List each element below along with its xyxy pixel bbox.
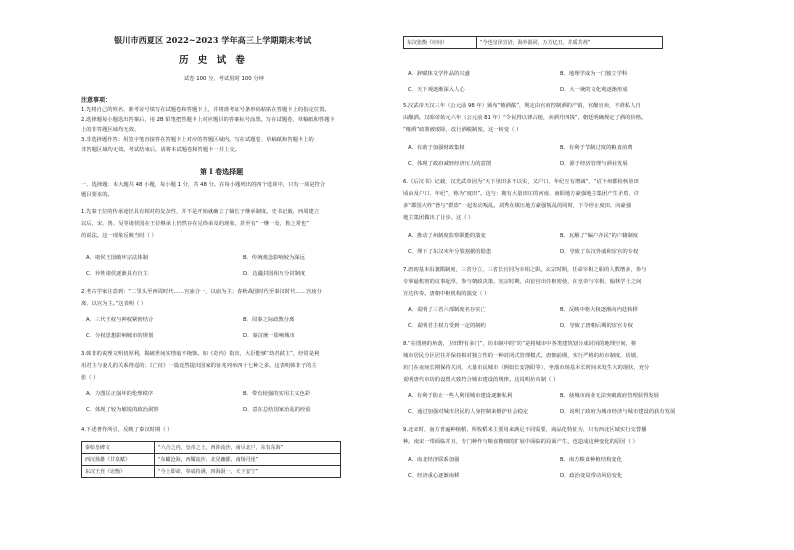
table-cell-source: 秦始皇碑文: [82, 442, 155, 454]
q9-option-a[interactable]: A．南北经济联系加强: [408, 457, 460, 463]
q8-option-a[interactable]: A．有利于防止一些人利用城市建设逐渐私利: [408, 393, 513, 399]
table-row: [404, 37, 663, 49]
q7-stem: 宣达传奏。唐朝中枢机构的演变（ ）: [403, 291, 490, 297]
q4-source-table-continued: [403, 36, 663, 49]
exam-title: 银川市西夏区 2022~2023 学年高三上学期期末考试: [114, 35, 312, 45]
exam-meta: 试卷 100 分，考试用时 100 分钟: [184, 76, 264, 82]
notes-heading: 注意事项：: [81, 97, 112, 104]
q3-option-c[interactable]: C．体现了较为敏锐的政治洞察: [86, 407, 159, 413]
q4-source-table: [81, 441, 341, 478]
q7-stem: 专掌最机密的议事起草，参与朝政决策。宪宗时期，由宦官出任枢密使，在皇帝与宰相、翰林学士之间: [403, 279, 642, 285]
q9-stem: 种。南宋一带面临并且，专门种作与粮食精细的扩展中面临的局面产生，也造成这种变化的原因（ ）: [403, 439, 638, 445]
q9-option-d[interactable]: D．政治变局带动风俗变化: [560, 473, 623, 479]
q6-option-b[interactable]: B．瓦解了“编户齐民”的户籍制度: [560, 233, 638, 239]
q1-option-d[interactable]: D．边疆封国相互分封制度: [243, 271, 306, 277]
q8-option-c[interactable]: C．通过加强对城市居民的人身控制来维护社会稳定: [408, 409, 529, 415]
q5-option-a[interactable]: A．有助于加强财政集权: [408, 145, 465, 151]
table-row: [82, 442, 341, 454]
q5-stem: “榷酒”政策被废除，改行酒税制度。这一转变（ ）: [403, 127, 522, 133]
q1-stem: 以后，宋、鲁、吴等诸侯国在王位继承上仍然存在兄终弟及的现象，甚至有“一继一及，鲁之常也”: [81, 221, 309, 227]
q2-stem: 2.考古学家注意到：“二里头至西周时代……宫庙合一，以庙为主；春秋战国时代至秦汉时代……宫庙分: [81, 289, 322, 295]
notes-line: 上的非答题区域均无效。: [81, 127, 140, 133]
q7-option-c[interactable]: C．说明君主权力受到一定的制约: [408, 323, 486, 329]
q4-option-b[interactable]: B．地理学成为一门独立学科: [560, 71, 628, 77]
q8-stem: 说明唐代市坊的设置大致符合城市建设的规律。这说明坊市制（ ）: [403, 377, 559, 383]
q5-option-d[interactable]: D．源于经济管理与酒业发展: [560, 161, 628, 167]
q2-option-c[interactable]: C．分权思想影响城市的规划: [86, 333, 154, 339]
q6-option-d[interactable]: D．导致了东汉外戚和宦官的专权: [560, 249, 639, 255]
q2-option-b[interactable]: B．周秦之际政教分离: [243, 317, 295, 323]
q6-stem: 顷亩及户口、年纪”，称为“度田”。这与：拥有大量田庄的河南、南阳地方豪强地主集团产生矛盾，许: [403, 191, 640, 197]
part1-intro: 一、选择题：本大题共 48 小题，每小题 1 分，共 48 分。在每小题列出的四个选项中，只有一项是符合: [81, 182, 326, 188]
q3-stem: 3.韩非的说理文明切厚利，揭破世间实情毫不掩饰。如《奇内》指出，大臣能够“劫君弑主”，经常是利: [81, 351, 320, 357]
q4-option-d[interactable]: D．大一统的文化观逐渐形成: [560, 87, 628, 93]
notes-line: 2.选择题每小题选出答案后，用 2B 铅笔把答题卡上对应题目的答案标号涂黑。写在试题卷、草稿纸和答题卡: [81, 117, 335, 123]
table-cell-quote: “今也皇泽宣洽，海外混同，万方亿丑，并质共剂”: [477, 37, 663, 49]
q8-stem: 坊门在夜间长期保持关闭，大量市民城市（例如长安洛阳等），坐落市场基本长时间未发生大的现状，充分: [403, 365, 650, 371]
q9-option-b[interactable]: B．南方粮食种植结构变化: [560, 457, 622, 463]
part1-intro: 题目要求的。: [81, 192, 113, 198]
table-row: [82, 466, 341, 478]
q1-option-c[interactable]: C．异姓诸侯逐渐具有自主: [86, 271, 148, 277]
table-cell-source: 东汉王充《论衡》: [82, 466, 155, 478]
q6-stem: 地主集团做出了让步。这（ ）: [403, 215, 474, 221]
q4-stem: 4.下述著作所引，反映了秦汉时期（ ）: [81, 427, 173, 433]
q8-option-d[interactable]: D．说明了政府为城市经济与城市建设的获有发展: [560, 409, 676, 415]
q1-option-a[interactable]: A．诸侯王国破坏宗法体制: [86, 255, 148, 261]
q3-stem: 用君主与妻儿的关系得逞的；《亡征》一篇竟然提出国家的征兆列举四十七种之多。这表明韩非子的主: [81, 363, 317, 369]
table-cell-quote: “六合之内，皇帝之土，西涉流沙，南尽北户，东有东海”: [155, 442, 341, 454]
table-cell-quote: “东瞰沧海，西耀流沙，北见幽都，南炀丹崖”: [155, 454, 341, 466]
q5-stem: 由酿酒。汉昭帝始元六年（公元前 81 年）“令民得以律占租，卖酒升四钱”，朝廷明确规定了酒的价格。: [403, 115, 647, 121]
q7-option-d[interactable]: D．导致了唐朝后期的宦官专权: [560, 323, 633, 329]
notes-line: 1.先将自己的姓名、准考证号填写在试题卷和答题卡上，并将准考证号条形码粘贴在答题卡上的指定位置。: [81, 107, 330, 113]
q2-option-a[interactable]: A．三代王权与神权紧密结合: [86, 317, 154, 323]
notes-line: 3.非选择题作答：用签字笔直接答在答题卡上对应的答题区域内。写在试题卷、草稿纸和答题卡上的: [81, 137, 314, 143]
q9-option-c[interactable]: C．经济重心逐渐南移: [408, 473, 460, 479]
q2-stem: 离，以宫为主。”这表明（ ）: [81, 301, 147, 307]
table-row: [82, 454, 341, 466]
q8-stem: 8.“在图画的角落，卫田野有多门”，坊市制中的“坊”是将城市中各类建筑划分成封闭的地理空间，将: [403, 341, 637, 347]
q7-option-a[interactable]: A．说明了三省六部制度名存实亡: [408, 307, 486, 313]
table-cell-source: 东汉张衡《应间》: [404, 37, 477, 49]
q7-option-b[interactable]: B．反映中枢大权逐渐向内廷转移: [560, 307, 638, 313]
q5-stem: 5.汉武帝天汉三年（公元前 98 年）颁布“榷酒酤”，规定由官府控制酒的产销，官酿官卖，不准私人自: [403, 103, 641, 109]
table-cell-quote: “今上即命，奉成持满，四海混一，天下安宁”: [155, 466, 341, 478]
exam-subject: 历 史 试 卷: [179, 55, 248, 66]
q8-option-b[interactable]: B．使城市商业无法突破政府管理获得发展: [560, 393, 659, 399]
q3-option-a[interactable]: A．力图匡正崩坏的伦理秩序: [86, 391, 154, 397]
q1-stem: 1.先秦王位的传承途径具有相对的复杂性，并不是开始就确立了嫡长子继承制度。史书记载，西周建立: [81, 209, 320, 215]
q8-stem: 城市居民分区居住并保持相对独立性的一种封闭式管理模式。唐朝前期，实行严格的坊市制度，坊墙、: [403, 353, 642, 359]
q4-option-c[interactable]: C．天下观逐渐深入人心: [408, 87, 465, 93]
q4-option-a[interactable]: A．辞赋体文学作品的兴盛: [408, 71, 470, 77]
q1-stem: 的说法。这一现象反映当时（ ）: [81, 233, 157, 239]
q9-stem: 9.北宋时，南方普遍种植稻，所收稻米主要用来满足不同需要，商品化特征为，只有西北区域实行交替播: [403, 427, 647, 433]
q7-stem: 7.唐初基本沿袭隋制度，三省分立，三省长官同为宰相之职。玄宗时期，任命宰相之职的人数增多，参与: [403, 267, 647, 273]
q6-option-c[interactable]: C．埋下了东汉末年分裂割据的隐患: [408, 249, 492, 255]
part1-heading: 第 I 卷选择题: [200, 167, 244, 176]
q2-option-d[interactable]: D．秦汉统一影响城市: [243, 333, 295, 339]
q5-option-b[interactable]: B．有利于节制过度的粮食消费: [560, 145, 633, 151]
q6-stem: 6.《后汉书》记载，汉光武帝因为“天下垦田多不以实，又户口、年纪互有增减”，“诏下州郡检核垦田: [403, 179, 639, 185]
q6-stem: 多“郡国大姓”皆与“群盗”一起发动叛乱。刘秀在镇压地方豪强叛乱的同时，下令停止度田，向豪强: [403, 203, 632, 209]
q6-option-a[interactable]: A．推动了州制度监察职能的演变: [408, 233, 486, 239]
q3-option-b[interactable]: B．带有较强的实用主义色彩: [243, 391, 311, 397]
table-cell-source: 西汉扬雄《甘泉赋》: [82, 454, 155, 466]
q5-option-c[interactable]: C．体现了政府减轻经济压力的意图: [408, 161, 492, 167]
q3-option-d[interactable]: D．意在总结国家治乱的经验: [243, 407, 311, 413]
notes-line: 非答题区域均无效。考试结束后，请将本试题卷和答题卡一并上交。: [81, 147, 240, 153]
q3-stem: 张（ ）: [81, 375, 99, 381]
q1-option-b[interactable]: B．传统观念影响较为深远: [243, 255, 305, 261]
